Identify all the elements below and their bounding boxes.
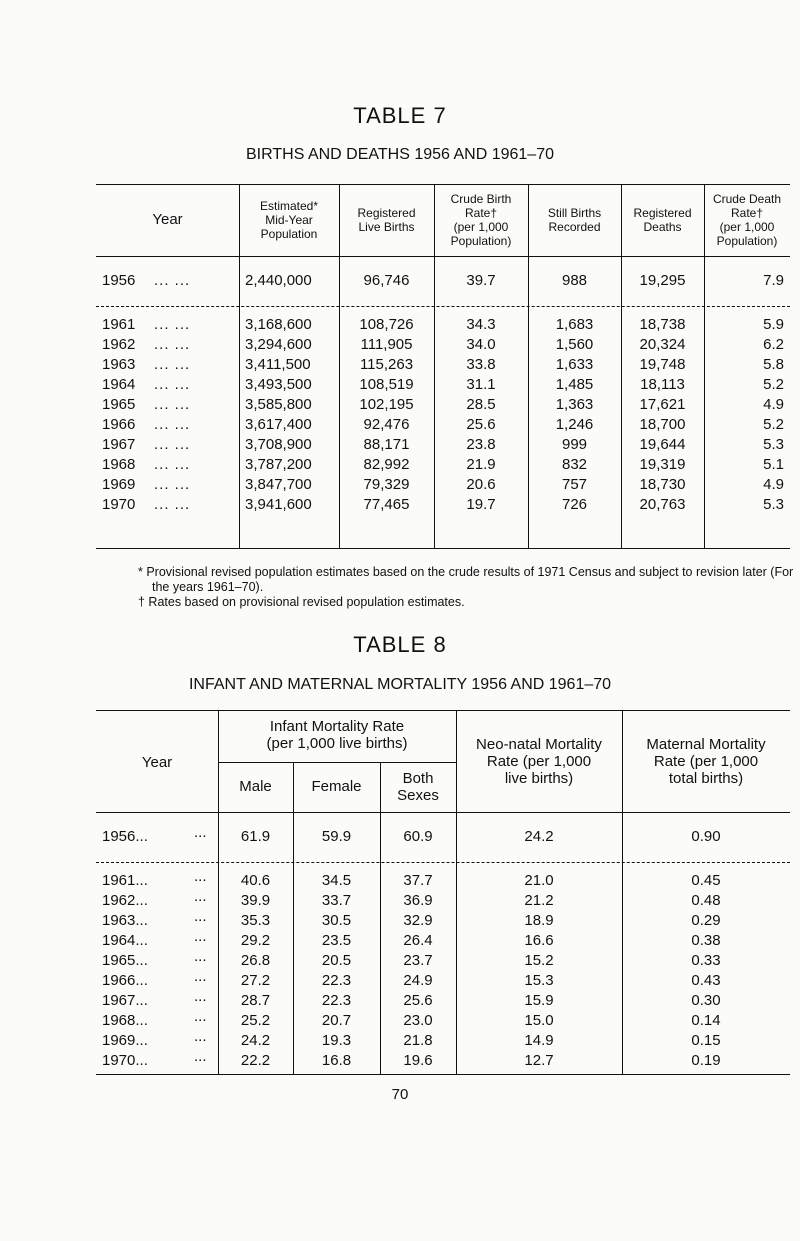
header-line: total births) [668,770,744,787]
table8-year: 1961... [102,872,148,889]
table8-header-maternal [622,736,790,787]
header-line: Neo-natal Mortality [476,736,602,753]
table8-title: TABLE 8 [353,632,447,657]
table8-year: 1967... [102,992,148,1009]
table8-cell: 0.14 [691,1012,721,1029]
table8-cell: 39.9 [240,892,271,909]
table8-cell: 33.7 [321,892,352,909]
table7-title: TABLE 7 [353,103,447,128]
header-line: Crude Death [712,192,782,206]
table7-cell: 18,730 [639,476,686,493]
table7-year-dots: ... ... [154,496,191,513]
table7-year: 1964 [102,376,136,393]
table8-cell: 20.5 [321,952,352,969]
table8-cell: 22.2 [240,1052,271,1069]
table7-footnote: * Provisional revised population estimates based on the crude results of 1971 Census and subject to revision later (For the years 1961–70). [138,565,794,594]
table7-header [704,192,790,248]
table7-cell: 18,738 [639,316,686,333]
table7-cell: 1,246 [555,416,594,433]
table7-cell: 3,168,600 [245,316,312,333]
table8-top-rule [96,710,790,711]
table8-cell: 59.9 [321,828,352,845]
table7-cell: 3,411,500 [245,356,311,373]
table8-year: 1965... [102,952,148,969]
table8-year: 1970... [102,1052,148,1069]
table7-cell: 34.0 [466,336,496,353]
table7-cell: 3,787,200 [245,456,312,473]
table8-header-year: Year [141,754,173,771]
table8-year-dots: ... [194,988,207,1005]
table7-cell: 5.8 [763,356,784,373]
table7-cell: 5.1 [763,456,784,473]
table8-bottom-rule [96,1074,790,1075]
table8-header-rule [96,812,790,813]
table7-year: 1966 [102,416,136,433]
table8-cell: 23.0 [403,1012,433,1029]
table8-year-dots: ... [194,928,207,945]
table7 [96,184,790,550]
table7-year-dots: ... ... [154,272,191,289]
table7-cell: 19,319 [639,456,686,473]
table8-cell: 22.3 [321,992,352,1009]
header-line: (per 1,000 [719,220,775,234]
table7-cell: 21.9 [466,456,496,473]
table8-year-dots: ... [194,824,207,841]
table8-cell: 23.7 [403,952,433,969]
table7-cell: 31.1 [466,376,496,393]
table8-cell: 29.2 [240,932,271,949]
table7-cell: 79,329 [363,476,410,493]
table8-cell: 23.5 [321,932,352,949]
header-line: Maternal Mortality [646,736,766,753]
table7-top-rule [96,184,790,185]
table7-cell: 102,195 [359,396,414,413]
table8-cell: 12.7 [524,1052,554,1069]
table7-cell: 20,763 [639,496,686,513]
header-line: Live Births [358,220,415,234]
table8-cell: 18.9 [524,912,554,929]
header-line: Year [152,211,183,228]
table8-cell: 0.90 [691,828,721,845]
table8-cell: 21.2 [524,892,554,909]
table7-cell: 5.3 [763,436,784,453]
table7-cell: 18,700 [639,416,686,433]
table7-cell: 23.8 [466,436,496,453]
table7-year-dots: ... ... [154,436,191,453]
table7-cell: 1,683 [555,316,594,333]
table7-year: 1956 [102,272,136,289]
table8-cell: 15.9 [524,992,554,1009]
table7-cell: 3,617,400 [245,416,312,433]
table7-year-dots: ... ... [154,316,191,333]
table8-cell: 24.2 [524,828,554,845]
table8-cell: 26.4 [403,932,433,949]
table8-year-dots: ... [194,1008,207,1025]
table7-cell: 6.2 [763,336,784,353]
table8-year-dots: ... [194,1028,207,1045]
table8-cell: 24.9 [403,972,433,989]
table7-cell: 19,748 [639,356,686,373]
table7-cell: 3,847,700 [245,476,312,493]
table7-cell: 3,294,600 [245,336,312,353]
table8-subtitle: INFANT AND MATERNAL MORTALITY 1956 AND 1961–70 [188,676,612,693]
table7-cell: 39.7 [466,272,496,289]
table7-year-dots: ... ... [154,416,191,433]
table8-year: 1962... [102,892,148,909]
table8-cell: 15.0 [524,1012,554,1029]
table8-cell: 37.7 [403,872,433,889]
table8-cell: 15.2 [524,952,554,969]
header-line: Infant Mortality Rate [269,718,405,735]
table7-year-dots: ... ... [154,336,191,353]
table8-cell: 61.9 [240,828,271,845]
header-line: Recorded [548,220,601,234]
table7-cell: 2,440,000 [245,272,312,289]
table7-cell: 1,363 [555,396,594,413]
table7-cell: 4.9 [763,476,784,493]
header-line: Both [402,770,434,787]
table8-cell: 36.9 [403,892,433,909]
table8-cell: 19.6 [403,1052,433,1069]
table8-cell: 28.7 [240,992,271,1009]
table8-cell: 15.3 [524,972,554,989]
table8-year: 1964... [102,932,148,949]
table7-cell: 28.5 [466,396,496,413]
table8-cell: 0.19 [691,1052,721,1069]
table7-cell: 88,171 [363,436,410,453]
header-line: Rate† [464,206,498,220]
table7-cell: 1,485 [555,376,594,393]
table7-cell: 25.6 [466,416,496,433]
table7-header [621,206,704,234]
table8-cell: 40.6 [240,872,271,889]
table7-year: 1967 [102,436,136,453]
table8-year-dots: ... [194,908,207,925]
table7-cell: 108,726 [359,316,414,333]
table7-cell: 19.7 [466,496,496,513]
table7-cell: 20,324 [639,336,686,353]
table7-cell: 3,493,500 [245,376,312,393]
table8-cell: 35.3 [240,912,271,929]
page-number: 70 [391,1086,409,1103]
table8-header-infant [218,718,456,752]
table7-cell: 77,465 [363,496,410,513]
header-line: Sexes [397,787,439,804]
table7-header [96,213,239,227]
table7-cell: 5.2 [763,376,784,393]
table7-cell: 5.9 [763,316,784,333]
table7-cell: 5.3 [763,496,784,513]
table8-cell: 21.8 [403,1032,433,1049]
table7-year: 1965 [102,396,136,413]
table8-cell: 0.43 [691,972,721,989]
header-line: Registered [357,206,416,220]
table7-bottom-rule [96,548,790,549]
table7-header [434,192,528,248]
table7-cell: 17,621 [639,396,686,413]
header-line: Rate† [730,206,764,220]
table7-cell: 111,905 [360,336,413,353]
table7-cell: 988 [561,272,588,289]
header-line: Mid-Year [265,213,313,227]
table7-cell: 3,941,600 [245,496,312,513]
table8-cell: 0.38 [691,932,721,949]
table7-cell: 82,992 [363,456,410,473]
table7-year-dots: ... ... [154,456,191,473]
table8-header-male: Male [239,778,272,795]
table7-cell: 5.2 [763,416,784,433]
table8-cell: 25.6 [403,992,433,1009]
table8-cell: 0.29 [691,912,721,929]
table7-cell: 726 [561,496,588,513]
table7-year-dots: ... ... [154,356,191,373]
table8-cell: 14.9 [524,1032,554,1049]
table8-cell: 16.6 [524,932,554,949]
table7-cell: 7.9 [763,272,784,289]
table7-year-dots: ... ... [154,376,191,393]
table7-subtitle: BIRTHS AND DEATHS 1956 AND 1961–70 [246,146,554,163]
table7-year-dots: ... ... [154,476,191,493]
table7-year: 1962 [102,336,136,353]
table7-year: 1961 [102,316,136,333]
table7-year: 1968 [102,456,136,473]
table8-year: 1966... [102,972,148,989]
table7-header-rule [96,256,790,257]
table8-cell: 0.33 [691,952,721,969]
table7-year: 1970 [102,496,136,513]
header-line: Rate (per 1,000 [653,753,759,770]
table8-year-dots: ... [194,1048,207,1065]
table7-footnote: † Rates based on provisional revised population estimates. [138,595,465,609]
table8-cell: 16.8 [321,1052,352,1069]
table8 [96,710,790,1076]
header-line: Population) [716,234,778,248]
table8-subheader-rule [218,762,456,763]
table8-cell: 0.15 [691,1032,721,1049]
table7-cell: 999 [561,436,588,453]
table8-cell: 21.0 [524,872,554,889]
table7-year: 1963 [102,356,136,373]
table8-cell: 25.2 [240,1012,271,1029]
table8-header-both [380,770,456,804]
table7-cell: 757 [561,476,588,493]
table7-cell: 19,644 [639,436,686,453]
header-line: Population) [450,234,512,248]
table8-cell: 60.9 [403,828,433,845]
table7-cell: 92,476 [363,416,410,433]
table7-cell: 108,519 [359,376,414,393]
table7-cell: 3,585,800 [245,396,312,413]
table7-cell: 4.9 [763,396,784,413]
table7-year: 1969 [102,476,136,493]
header-line: Rate (per 1,000 [486,753,592,770]
table7-cell: 3,708,900 [245,436,312,453]
header-line: Crude Birth [450,192,512,206]
table7-header [528,206,621,234]
table8-year-dots: ... [194,868,207,885]
header-line: Still Births [547,206,602,220]
table8-cell: 27.2 [240,972,271,989]
table8-year: 1969... [102,1032,148,1049]
table8-cell: 0.30 [691,992,721,1009]
table8-year-dots: ... [194,948,207,965]
table8-year: 1956... [102,828,148,845]
table7-cell: 832 [561,456,588,473]
header-line: Population [260,227,318,241]
table7-cell: 19,295 [639,272,686,289]
header-line: Estimated* [259,199,319,213]
table8-cell: 19.3 [321,1032,352,1049]
table8-year-dots: ... [194,968,207,985]
table7-cell: 20.6 [466,476,496,493]
table8-cell: 24.2 [240,1032,271,1049]
table8-cell: 0.45 [691,872,721,889]
table8-cell: 0.48 [691,892,721,909]
table7-cell: 115,263 [359,356,414,373]
table8-year-dots: ... [194,888,207,905]
table8-cell: 26.8 [240,952,271,969]
table8-cell: 30.5 [321,912,352,929]
table7-cell: 33.8 [466,356,496,373]
table8-header-neonatal [456,736,622,787]
table8-header-female: Female [311,778,362,795]
header-line: live births) [504,770,574,787]
table8-cell: 20.7 [321,1012,352,1029]
table7-cell: 1,560 [555,336,594,353]
table8-year: 1963... [102,912,148,929]
table8-dashed-rule [96,862,790,863]
table8-year: 1968... [102,1012,148,1029]
table7-cell: 96,746 [363,272,410,289]
header-line: Deaths [643,220,682,234]
header-line: Registered [633,206,692,220]
table7-cell: 34.3 [466,316,496,333]
table8-cell: 22.3 [321,972,352,989]
table7-header [339,206,434,234]
table7-cell: 18,113 [640,376,685,393]
table7-year-dots: ... ... [154,396,191,413]
table7-header [239,199,339,241]
table8-cell: 34.5 [321,872,352,889]
table8-cell: 32.9 [403,912,433,929]
header-line: (per 1,000 [453,220,509,234]
header-line: (per 1,000 live births) [266,735,408,752]
table7-dashed-rule [96,306,790,307]
table7-cell: 1,633 [555,356,594,373]
